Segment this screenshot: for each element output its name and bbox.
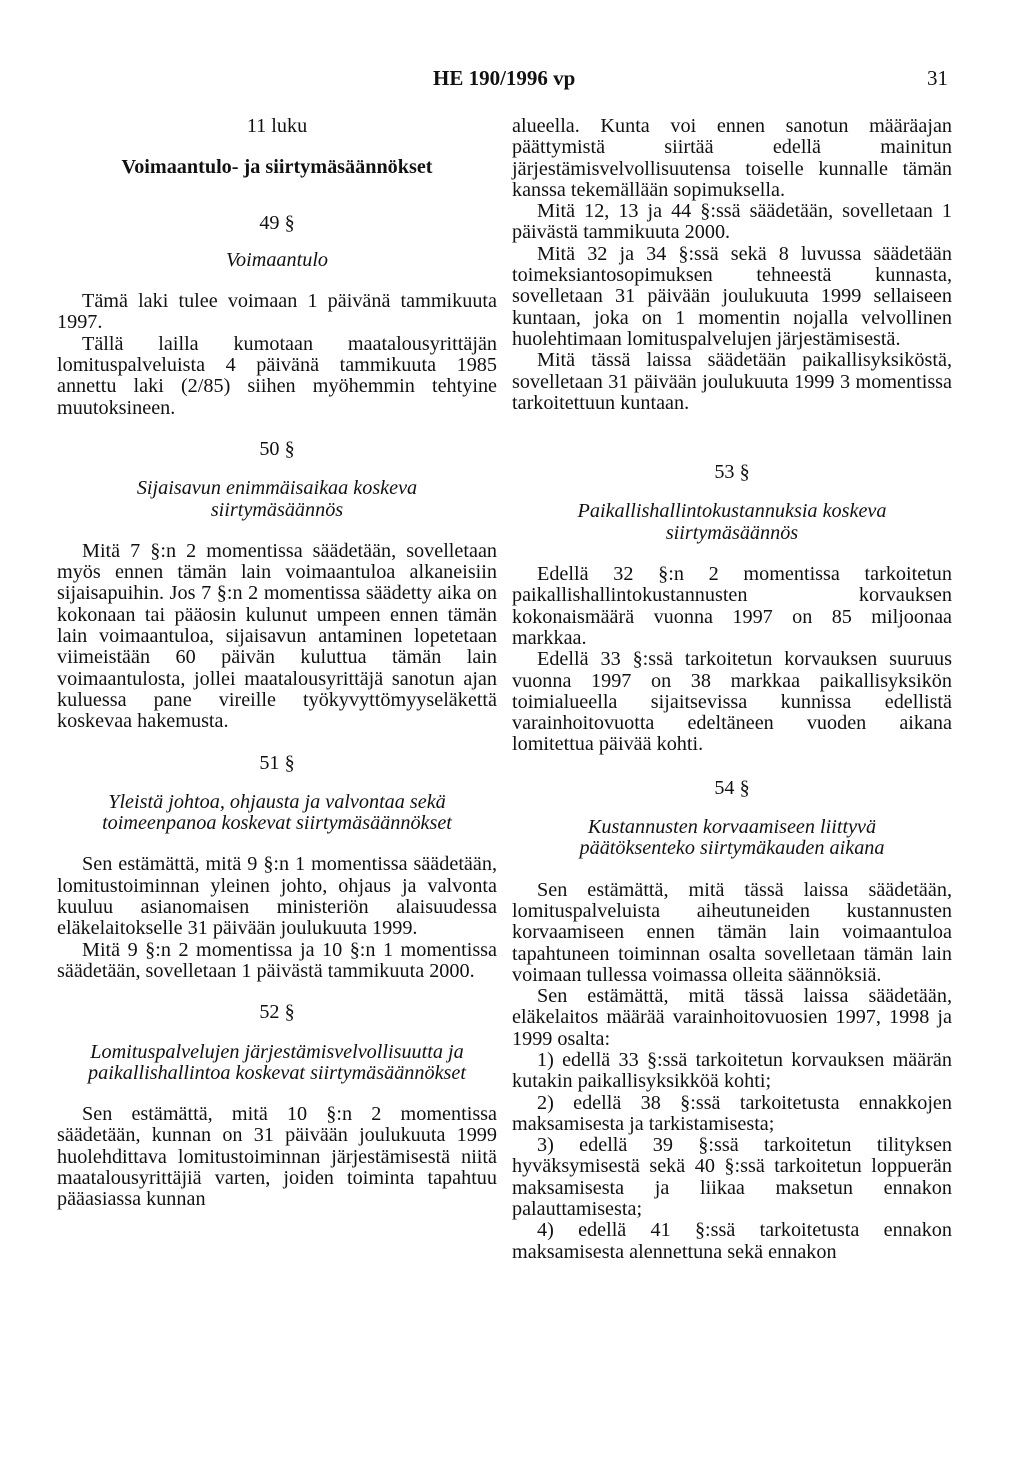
section-53-title: Paikallishallintokustannuksia koskeva siirtymäsäännös <box>577 500 887 544</box>
left-column <box>57 110 497 1211</box>
section-54-number: 54 § <box>714 776 750 799</box>
section-54-item-2: 2) edellä 38 §:ssä tarkoitetusta ennakkojen maksamisesta ja tarkistamisesta; <box>512 1091 952 1135</box>
section-52-number: 52 § <box>259 1001 295 1024</box>
section-51-paragraph-2: Mitä 9 §:n 2 momentissa ja 10 §:n 1 momentissa säädetään, sovelletaan 1 päivästä tammikuuta 2000. <box>57 938 497 982</box>
section-53-paragraph-1: Edellä 32 §:n 2 momentissa tarkoitetun paikallishallintokustannusten korvauksen kokonaismäärä vuonna 1997 on 85 miljoonaa markkaa. <box>512 563 952 649</box>
section-54-item-3: 3) edellä 39 §:ssä tarkoitetun tilityksen hyväksymisestä sekä 40 §:ssä tarkoitetun loppuerän maksamisesta ja liikaa maksetun ennakon palauttamisesta; <box>512 1134 952 1221</box>
section-53-number: 53 § <box>714 461 750 484</box>
section-49-paragraph-1: Tämä laki tulee voimaan 1 päivänä tammikuuta 1997. <box>57 290 497 334</box>
right-column <box>512 110 952 1263</box>
section-52-title: Lomituspalvelujen järjestämisvelvollisuutta ja paikallishallintoa koskevat siirtymäsäännökset <box>88 1040 466 1084</box>
continued-paragraph-3: Mitä 32 ja 34 §:ssä sekä 8 luvussa säädetään toimeksiantosopimuksen tehneestä kunnasta, sovelletaan 31 päivään joulukuuta 1999 sellaiseen kuntaan, joka on 1 momentin nojalla velvollinen huolehtimaan lomituspalvelujen järjestämisestä. <box>512 242 952 350</box>
section-51-number: 51 § <box>259 751 295 774</box>
section-54-item-4: 4) edellä 41 §:ssä tarkoitetusta ennakon maksamisesta alennettuna sekä ennakon <box>512 1219 952 1263</box>
section-49-paragraph-2: Tällä lailla kumotaan maatalousyrittäjän lomituspalveluista 4 päivänä tammikuuta 1985 annettu laki (2/85) siihen myöhemmin tehtyine muutoksineen. <box>57 332 497 419</box>
section-50-title: Sijaisavun enimmäisaikaa koskeva siirtymäsäännös <box>136 477 418 521</box>
page-number: 31 <box>927 66 948 90</box>
section-53-paragraph-2: Edellä 33 §:ssä tarkoitetun korvauksen suuruus vuonna 1997 on 38 markkaa paikallisyksikön toimialueella sijaitsevissa kunnissa edellistä varainhoitovuotta edeltäneen vuoden aikana lomitettua päivää kohti. <box>512 648 952 756</box>
section-49-title: Voimaantulo <box>225 248 329 271</box>
section-49-number: 49 § <box>259 211 295 234</box>
section-52-paragraph-1: Sen estämättä, mitä 10 §:n 2 momentissa säädetään, kunnan on 31 päivään joulukuuta 1999 huolehdittava lomitustoiminnan järjestämisestä niitä maatalousyrittäjiä varten, joiden toiminta tapahtuu pääasiassa kunnan <box>57 1103 497 1211</box>
section-54-item-1: 1) edellä 33 §:ssä tarkoitetun korvauksen määrän kutakin paikallisyksikköä kohti; <box>512 1048 952 1093</box>
section-51-title: Yleistä johtoa, ohjausta ja valvontaa sekä toimeenpanoa koskevat siirtymäsäännökset <box>102 790 452 835</box>
section-54-paragraph-1: Sen estämättä, mitä tässä laissa säädetään, lomituspalveluista aiheutuneiden kustannusten korvaamiseen ennen tämän lain voimaantuloa tapahtuneen toiminnan osalta sovelletaan tämän lain voimaan tullessa voimassa olleita säännöksiä. <box>512 878 952 986</box>
section-51-paragraph-1: Sen estämättä, mitä 9 §:n 1 momentissa säädetään, lomitustoiminnan yleinen johto, ohjaus ja valvonta kuuluu asianomaisen ministeriön alaisuudessa eläkelaitokselle 31 päivään joulukuuta 1999. <box>57 853 497 940</box>
continued-paragraph-1: alueella. Kunta voi ennen sanotun määräajan päättymistä siirtää edellä mainitun järjestämisvelvollisuutensa toiselle kunnalle tämän kanssa tekemällään sopimuksella. <box>512 115 952 201</box>
section-50-paragraph-1: Mitä 7 §:n 2 momentissa säädetään, sovelletaan myös ennen tämän lain voimaantuloa alkaneisiin sijaisapuihin. Jos 7 §:n 2 momentissa säädetty aika on kokonaan tai pääosin kulunut umpeen ennen tämän lain voimaantuloa, sijaisavun antaminen lopetetaan viimeistään 60 päivän kuluttua tämän lain voimaantulosta, jollei maatalousyrittäjä sanotun ajan kuluessa pane vireille työkyvyttömyyseläkettä koskevaa hakemusta. <box>57 539 497 733</box>
continued-paragraph-4: Mitä tässä laissa säädetään paikallisyksiköstä, sovelletaan 31 päivään joulukuuta 1999 3 momentissa tarkoitettuun kuntaan. <box>512 349 952 414</box>
section-54-paragraph-2: Sen estämättä, mitä tässä laissa säädetään, eläkelaitos määrää varainhoitovuosien 1997, 1998 ja 1999 osalta: <box>512 985 952 1050</box>
chapter-title: Voimaantulo- ja siirtymäsäännökset <box>121 156 433 179</box>
running-header: HE 190/1996 vp <box>433 66 576 90</box>
continued-paragraph-2: Mitä 12, 13 ja 44 §:ssä säädetään, sovelletaan 1 päivästä tammikuuta 2000. <box>512 200 952 244</box>
section-50-number: 50 § <box>259 437 295 460</box>
chapter-number: 11 luku <box>246 115 308 137</box>
section-54-title: Kustannusten korvaamiseen liittyvä päätöksenteko siirtymäkauden aikana <box>579 816 885 860</box>
